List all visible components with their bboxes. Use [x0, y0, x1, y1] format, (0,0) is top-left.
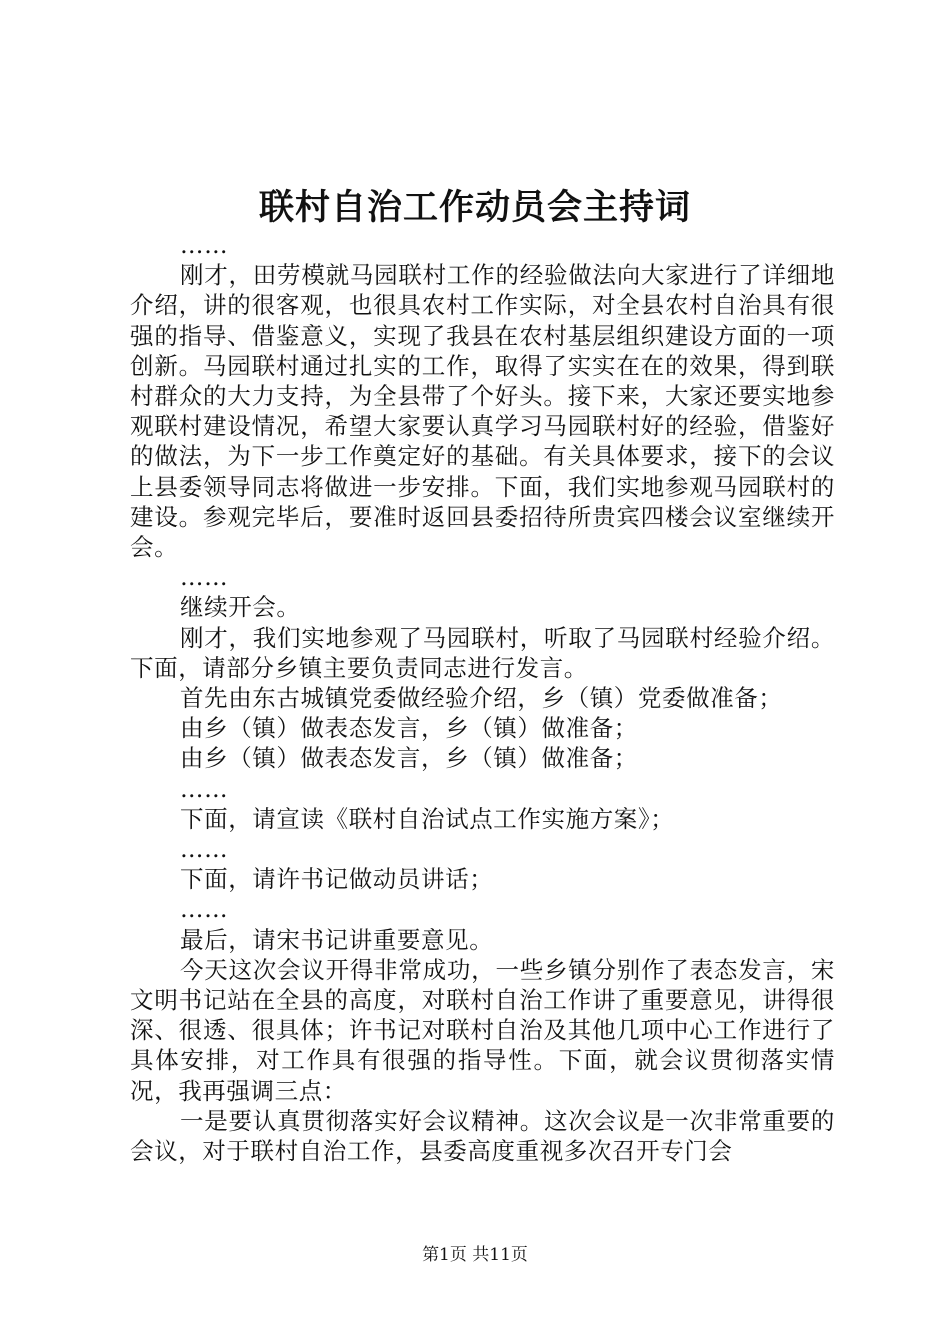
body-paragraph: 继续开会。 [180, 593, 301, 622]
body-paragraph: 刚才，我们实地参观了马园联村，听取了马园联村经验介绍。下面，请部分乡镇主要负责同志进行发言。 [130, 623, 835, 682]
ellipsis-paragraph: …… [180, 231, 229, 259]
ellipsis-paragraph: …… [180, 835, 229, 864]
body-paragraph: 今天这次会议开得非常成功，一些乡镇分别作了表态发言，宋文明书记站在全县的高度，对联村自治工作讲了重要意见，讲得很深、很透、很具体；许书记对联村自治及其他几项中心工作进行了具体安排，对工作具有很强的指导性。下面，就会议贯彻落实情况，我再强调三点： [130, 955, 835, 1105]
body-paragraph: 刚才，田劳模就马园联村工作的经验做法向大家进行了详细地介绍，讲的很客观，也很具农村工作实际，对全县农村自治具有很强的指导、借鉴意义，实现了我县在农村基层组织建设方面的一项创新。马园联村通过扎实的工作，取得了实实在在的效果，得到联村群众的大力支持，为全县带了个好头。接下来，大家还要实地参观联村建设情况，希望大家要认真学习马园联村好的经验，借鉴好的做法，为下一步工作奠定好的基础。有关具体要求，接下的会议上县委领导同志将做进一步安排。下面，我们实地参观马园联村的建设。参观完毕后，要准时返回县委招待所贵宾四楼会议室继续开会。 [130, 261, 835, 562]
ellipsis-paragraph: …… [180, 563, 229, 592]
body-paragraph: 首先由东古城镇党委做经验介绍，乡（镇）党委做准备； [180, 684, 783, 713]
document-title: 联村自治工作动员会主持词 [258, 187, 691, 228]
body-paragraph: 下面，请许书记做动员讲话； [180, 865, 494, 894]
ellipsis-paragraph: …… [180, 895, 229, 924]
document-body [130, 230, 835, 1166]
body-paragraph: 最后，请宋书记讲重要意见。 [180, 925, 494, 954]
ellipsis-paragraph: …… [180, 774, 229, 803]
body-paragraph: 一是要认真贯彻落实好会议精神。这次会议是一次非常重要的会议，对于联村自治工作，县委高度重视多次召开专门会 [130, 1106, 835, 1166]
page-number-footer: 第1页 共11页 [422, 1245, 528, 1265]
body-paragraph: 由乡（镇）做表态发言，乡（镇）做准备； [180, 714, 638, 743]
body-paragraph: 下面，请宣读《联村自治试点工作实施方案》； [180, 804, 675, 833]
body-paragraph: 由乡（镇）做表态发言，乡（镇）做准备； [180, 744, 638, 773]
